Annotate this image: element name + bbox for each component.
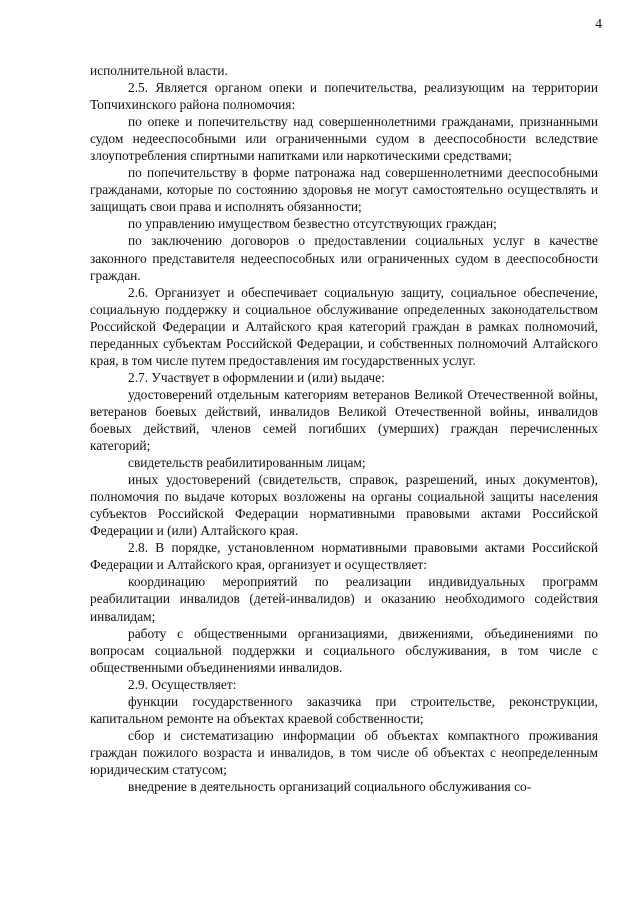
paragraph-implementation: внедрение в деятельность организаций социального обслуживания со-: [128, 778, 532, 794]
paragraph-property-management: по управлению имуществом безвестно отсутствующих граждан;: [128, 216, 497, 232]
paragraph-2-8: 2.8. В порядке, установленном нормативными правовыми актами Российской Федерации и Алтайского края, организует и осуществляет:: [90, 540, 598, 573]
paragraph-continuation: исполнительной власти.: [90, 63, 228, 78]
paragraph-2-5: 2.5. Является органом опеки и попечительства, реализующим на территории Топчихинского района полномочия:: [90, 80, 598, 113]
page-number: 4: [595, 16, 602, 31]
paragraph-2-7: 2.7. Участвует в оформлении и (или) выдаче:: [128, 369, 385, 385]
paragraph-state-customer: функции государственного заказчика при строительстве, реконструкции, капитальном ремонте на объектах краевой собственности;: [90, 693, 598, 726]
paragraph-social-service-contracts: по заключению договоров о предоставлении социальных услуг в качестве законного представителя недееспособных или ограниченных судом в дееспособности граждан.: [90, 233, 598, 283]
paragraph-veteran-certificates: удостоверений отдельным категориям ветеранов Великой Отечественной войны, ветеранов боевых действий, инвалидов Великой Отечественной войны, инвалидов боевых действий, членов семей погибших (умерших) граждан перечисленных категорий;: [90, 386, 598, 454]
paragraph-information-collection: сбор и систематизацию информации об объектах компактного проживания граждан пожилого возраста и инвалидов, в том числе об объектах с неопределенным юридическим статусом;: [90, 727, 598, 777]
paragraph-2-9: 2.9. Осуществляет:: [128, 676, 237, 692]
paragraph-2-6: 2.6. Организует и обеспечивает социальную защиту, социальное обеспечение, социальную поддержку и социальное обслуживание определенных законодательством Российской Федерации и Алтайского края категорий граждан в рамках полномочий, переданных субъектам Российской Федерации, и собственных полномочий Алтайского края, в том числе путем предоставления им государственных услуг.: [90, 284, 598, 368]
paragraph-public-organizations: работу с общественными организациями, движениями, объединениями по вопросам социальной поддержки и социального обслуживания, в том числе с общественными объединениями инвалидов.: [90, 625, 598, 675]
paragraph-guardianship-incapable: по опеке и попечительству над совершеннолетними гражданами, признанными судом недееспособными или ограниченными судом в дееспособности вследствие злоупотребления спиртными напитками или наркотическими средствами;: [90, 114, 598, 164]
paragraph-patronage: по попечительству в форме патронажа над совершеннолетними дееспособными гражданами, которые по состоянию здоровья не могут самостоятельно осуществлять и защищать свои права и исполнять обязанности;: [90, 165, 598, 215]
paragraph-other-certificates: иных удостоверений (свидетельств, справок, разрешений, иных документов), полномочия по выдаче которых возложены на органы социальной защиты населения субъектов Российской Федерации нормативными правовыми актами Российской Федерации и (или) Алтайского края.: [90, 472, 598, 539]
document-body: [90, 62, 598, 795]
paragraph-rehabilitation-coordination: координацию мероприятий по реализации индивидуальных программ реабилитации инвалидов (детей-инвалидов) и оказанию необходимого содействия инвалидам;: [90, 574, 598, 624]
paragraph-rehabilitated-certificates: свидетельств реабилитированным лицам;: [128, 455, 366, 471]
